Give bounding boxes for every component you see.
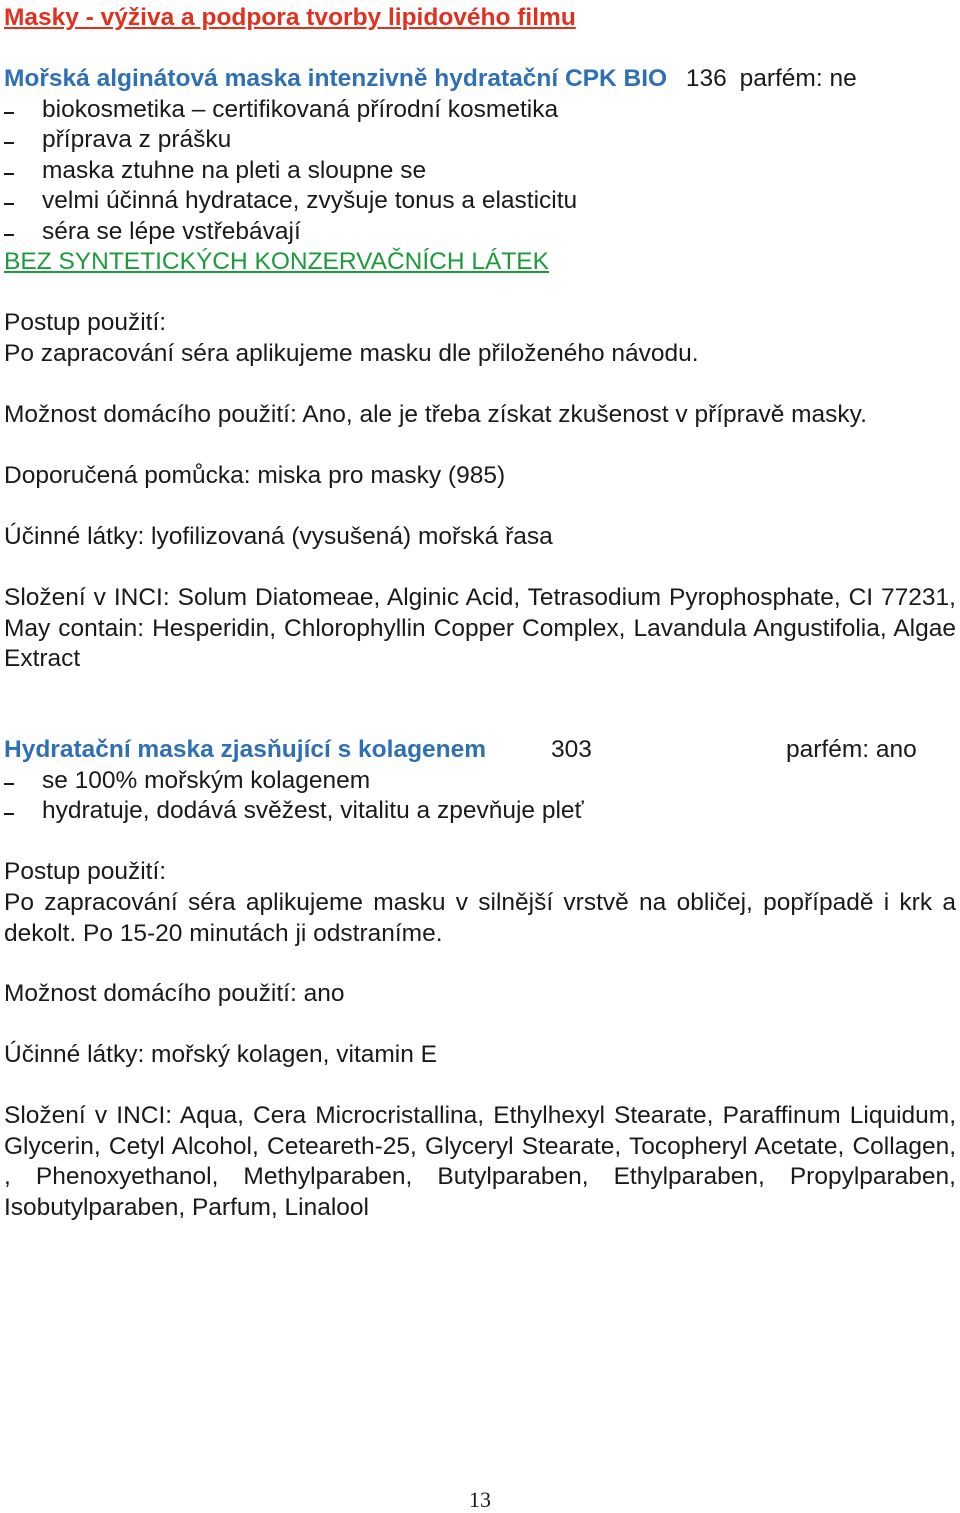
list-item: hydratuje, dodává svěžest, vitalitu a zpevňuje pleť [42, 797, 584, 824]
list-item: velmi účinná hydratace, zvyšuje tonus a elasticitu [42, 187, 578, 214]
list-item: se 100% mořským kolagenem [42, 767, 371, 794]
list-item: séra se lépe vstřebávají [42, 218, 301, 245]
product-1-perfume: parfém: ne [739, 65, 857, 92]
product-1-home-use: Možnost domácího použití: Ano, ale je třeba získat zkušenost v přípravě masky. [4, 401, 867, 428]
no-preservatives-note: BEZ SYNTETICKÝCH KONZERVAČNÍCH LÁTEK [4, 248, 549, 275]
product-1-usage-heading: Postup použití: [4, 309, 167, 336]
section-title: Masky - výživa a podpora tvorby lipidového filmu [4, 4, 576, 31]
product-1-usage-text: Po zapracování séra aplikujeme masku dle přiloženého návodu. [4, 340, 699, 367]
product-2-home-use: Možnost domácího použití: ano [4, 980, 345, 1007]
page-number: 13 [469, 1487, 491, 1512]
product-2-code: 303 [551, 736, 592, 763]
product-1-name: Mořská alginátová maska intenzivně hydratační CPK BIO [4, 65, 668, 92]
product-1-tool: Doporučená pomůcka: miska pro masky (985) [4, 462, 506, 489]
list-item: maska ztuhne na pleti a sloupne se [42, 157, 427, 184]
product-2-usage-text: Po zapracování séra aplikujeme masku v silnější vrstvě na obličej, popřípadě i krk a dekolt. Po 15-20 minutách ji odstraníme. [4, 889, 956, 947]
product-1-header [4, 64, 857, 94]
product-1-code: 136 [685, 65, 727, 92]
list-item: příprava z prášku [42, 126, 232, 153]
product-2-active-ingredients: Účinné látky: mořský kolagen, vitamin E [4, 1041, 437, 1068]
product-2-header [4, 735, 956, 765]
product-2-inci: Složení v INCI: Aqua, Cera Microcristallina, Ethylhexyl Stearate, Paraffinum Liquidum, Glycerin, Cetyl Alcohol, Ceteareth-25, Glyceryl Stearate, Tocopheryl Acetate, Collagen, , Phenoxyethanol, Methylparaben, Butylparaben, Ethylparaben, Propylparaben, Isobutylparaben, Parfum, Linalool [4, 1102, 956, 1221]
product-1-active-ingredients: Účinné látky: lyofilizovaná (vysušená) mořská řasa [4, 523, 553, 550]
product-2-perfume: parfém: ano [786, 736, 917, 763]
list-item: biokosmetika – certifikovaná přírodní kosmetika [42, 96, 559, 123]
product-1-inci: Složení v INCI: Solum Diatomeae, Alginic Acid, Tetrasodium Pyrophosphate, CI 77231, May contain: Hesperidin, Chlorophyllin Copper Complex, Lavandula Angustifolia, Algae Extract [4, 584, 956, 672]
product-2-usage-heading: Postup použití: [4, 858, 167, 885]
product-2-name: Hydratační maska zjasňující s kolagenem [4, 736, 487, 763]
